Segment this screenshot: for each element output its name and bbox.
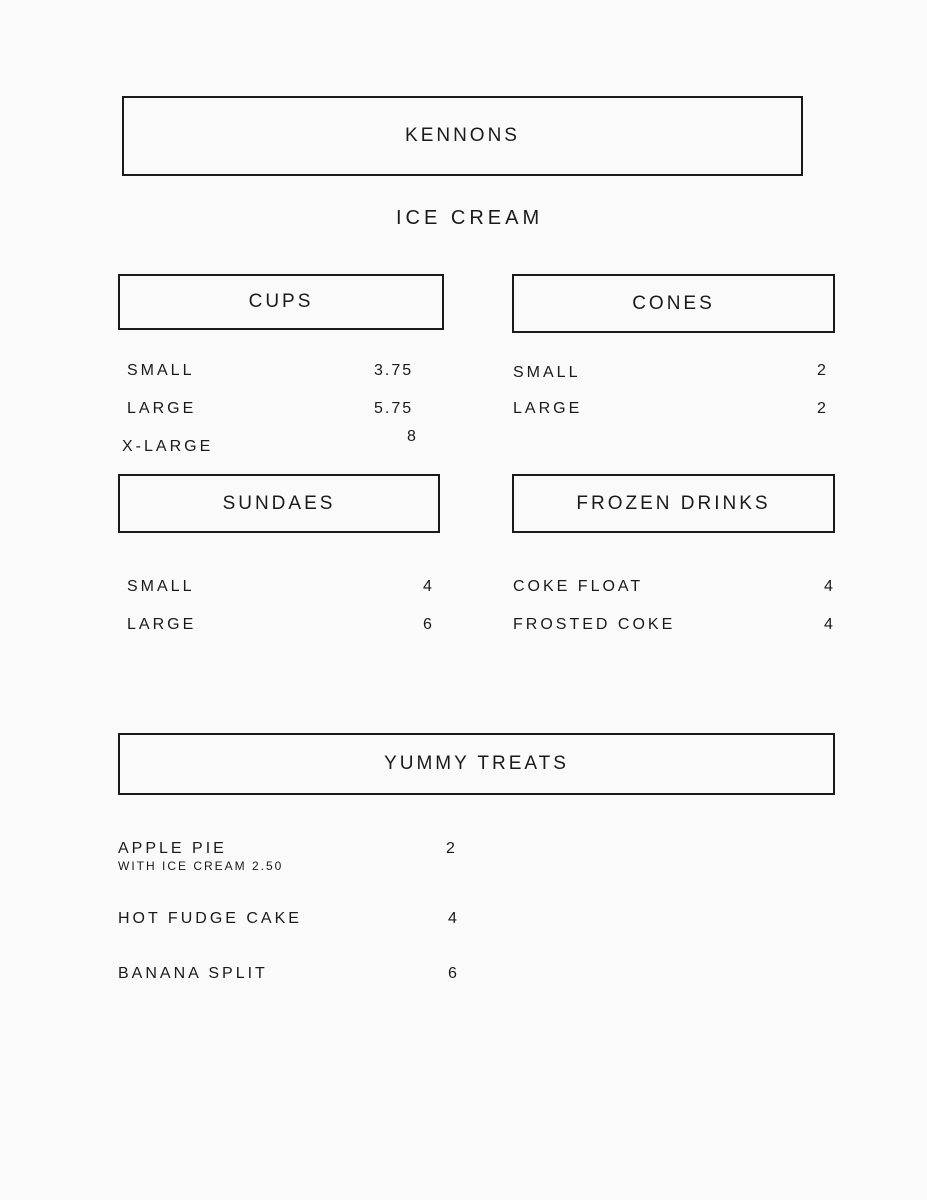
cups-item-price: 5.75 (374, 400, 414, 417)
cups-item-price: 3.75 (374, 362, 414, 379)
sundaes-item-price: 6 (423, 616, 434, 633)
treats-heading-box (118, 733, 835, 795)
brand-title: KENNONS (405, 125, 520, 146)
page-subtitle: ICE CREAM (396, 207, 544, 229)
sundaes-item-price: 4 (423, 578, 434, 595)
cones-item-price: 2 (817, 362, 828, 379)
cups-item-name: LARGE (127, 400, 197, 417)
treats-item-price: 4 (448, 910, 459, 927)
treats-item-name: HOT FUDGE CAKE (118, 910, 302, 927)
sundaes-heading: SUNDAES (222, 492, 336, 514)
cones-item-name: LARGE (513, 400, 583, 417)
cups-heading-box (118, 274, 444, 330)
treats-item-price: 6 (448, 965, 459, 982)
frozen-drinks-item-price: 4 (824, 578, 835, 595)
frozen-drinks-item-price: 4 (824, 616, 835, 633)
treats-heading: YUMMY TREATS (384, 753, 569, 774)
treats-item-note: WITH ICE CREAM 2.50 (118, 859, 284, 873)
cones-item-price: 2 (817, 400, 828, 417)
sundaes-heading-box (118, 474, 440, 533)
frozen-drinks-heading-box (512, 474, 835, 533)
cups-item-price: 8 (407, 428, 418, 445)
treats-item-price: 2 (446, 840, 457, 857)
frozen-drinks-heading: FROZEN DRINKS (576, 492, 771, 514)
cups-heading: CUPS (248, 291, 314, 312)
frozen-drinks-item-name: FROSTED COKE (513, 616, 676, 633)
cones-heading-box (512, 274, 835, 333)
sundaes-item-name: SMALL (127, 578, 195, 595)
treats-item-name: BANANA SPLIT (118, 965, 268, 982)
cones-item-name: SMALL (513, 364, 581, 381)
treats-item-name: APPLE PIE (118, 840, 227, 857)
cups-item-name: SMALL (127, 362, 195, 379)
cones-heading: CONES (632, 292, 715, 314)
frozen-drinks-item-name: COKE FLOAT (513, 578, 644, 595)
brand-title-box (122, 96, 803, 176)
cups-item-name: X-LARGE (122, 438, 214, 455)
sundaes-item-name: LARGE (127, 616, 197, 633)
